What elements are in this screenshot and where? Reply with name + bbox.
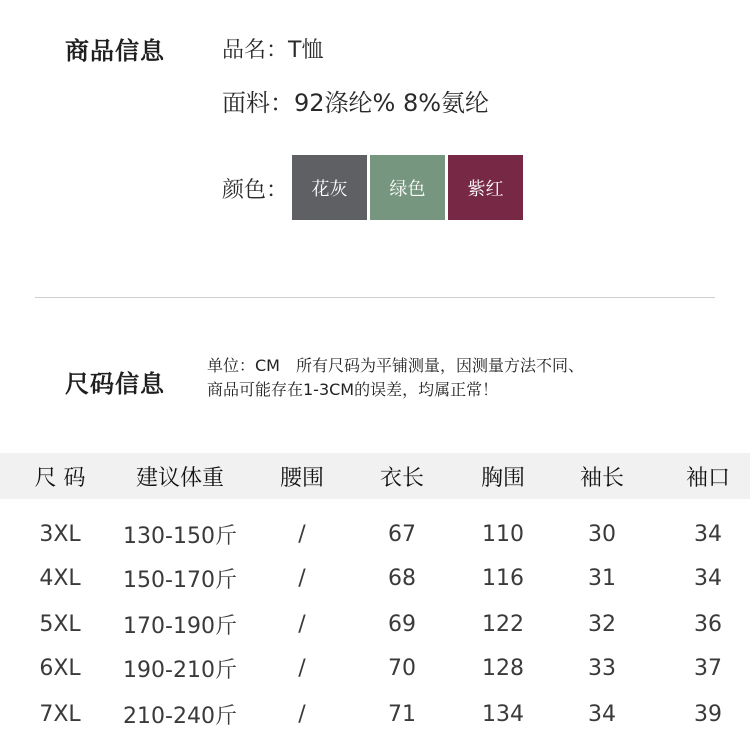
header-chest: 胸围 [480,465,525,491]
cell-size: 4XL [39,565,81,591]
fabric-label: 面料： [222,89,294,117]
cell-waist: / [298,565,306,591]
cell-cuff: 37 [694,655,722,681]
header-size: 尺 码 [34,465,86,491]
cell-sleeve: 32 [588,611,616,637]
cell-cuff: 34 [694,521,722,547]
cell-waist: / [298,611,306,637]
cell-sleeve: 30 [588,521,616,547]
cell-chest: 116 [482,565,524,591]
header-weight: 建议体重 [135,465,224,491]
cell-waist: / [298,521,306,547]
header-waist: 腰围 [279,465,324,491]
size-note-line-1: 单位：CM 所有尺码为平铺测量，因测量方法不同、 [207,356,584,375]
product-name-label: 品名： [222,38,289,63]
header-cuff: 袖口 [685,465,730,491]
cell-length: 68 [388,565,416,591]
color-swatch-label: 花灰 [311,178,348,200]
cell-cuff: 36 [694,611,722,637]
cell-chest: 134 [482,701,524,727]
cell-size: 5XL [39,611,81,637]
cell-sleeve: 34 [588,701,616,727]
cell-size: 3XL [39,521,81,547]
cell-size: 7XL [39,701,81,727]
color-swatch-green [370,155,445,220]
product-info-title: 商品信息 [65,37,165,65]
cell-waist: / [298,655,306,681]
cell-weight: 170-190斤 [123,613,237,639]
cell-chest: 122 [482,611,524,637]
cell-length: 71 [388,701,416,727]
cell-chest: 110 [482,521,524,547]
section-divider [35,297,715,298]
product-name-row [222,33,323,64]
cell-length: 67 [388,521,416,547]
header-length: 衣长 [379,465,424,491]
cell-cuff: 39 [694,701,722,727]
color-swatch-gray [292,155,367,220]
cell-cuff: 34 [694,565,722,591]
color-swatch-label: 绿色 [389,178,426,200]
color-label: 颜色： [222,178,289,203]
size-note [207,354,584,402]
header-sleeve: 袖长 [579,465,624,491]
cell-chest: 128 [482,655,524,681]
cell-weight: 150-170斤 [123,567,237,593]
cell-sleeve: 31 [588,565,616,591]
cell-size: 6XL [39,655,81,681]
color-swatch-label: 紫红 [467,178,504,200]
product-name-value: T恤 [288,38,324,63]
cell-sleeve: 33 [588,655,616,681]
size-info-title: 尺码信息 [65,370,165,398]
size-note-line-2: 商品可能存在1-3CM的误差，均属正常！ [207,380,499,399]
color-swatch-purple-red [448,155,523,220]
cell-length: 70 [388,655,416,681]
cell-weight: 190-210斤 [123,657,237,683]
cell-waist: / [298,701,306,727]
cell-weight: 210-240斤 [123,703,237,729]
fabric-value: 92涤纶% 8%氨纶 [294,89,490,117]
fabric-row [222,83,489,118]
cell-length: 69 [388,611,416,637]
cell-weight: 130-150斤 [123,523,237,549]
